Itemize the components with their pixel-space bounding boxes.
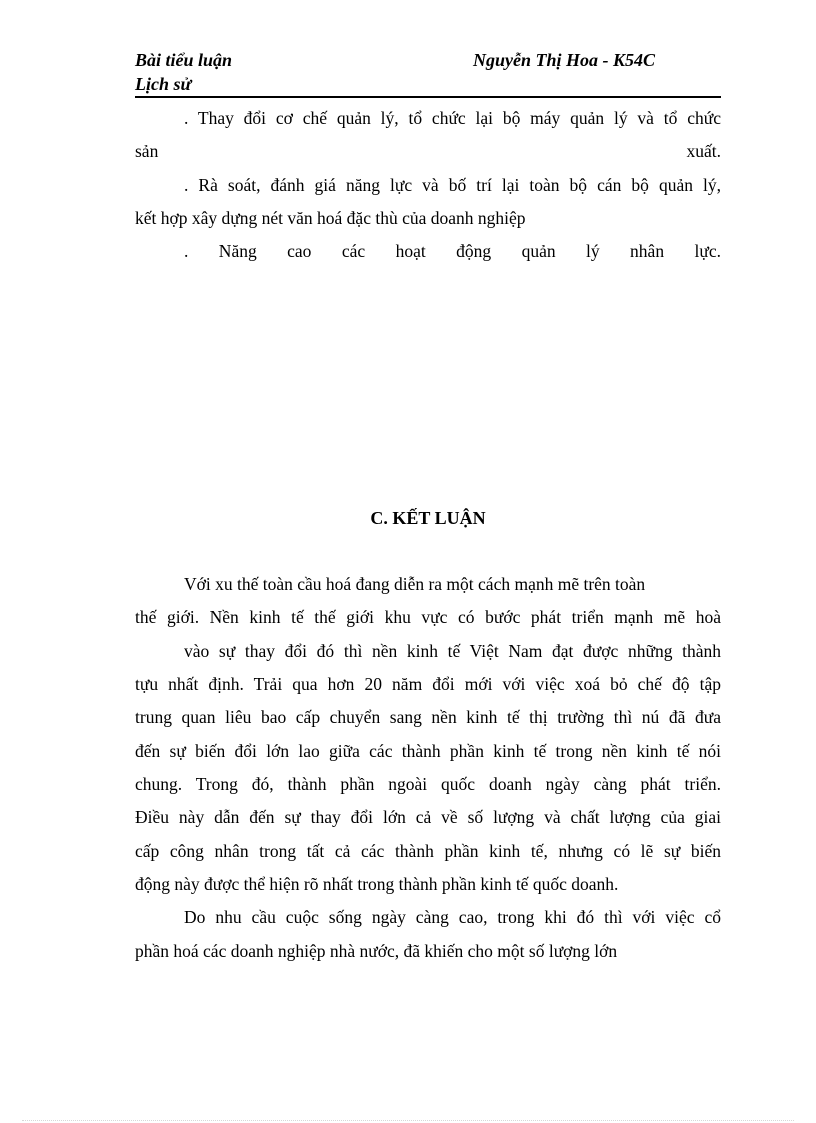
header-author: Nguyễn Thị Hoa - K54C [473,50,656,70]
text-line: kết hợp xây dựng nét văn hoá đặc thù của doanh nghiệp [135,208,526,228]
text-line: tựu nhất định. Trải qua hơn 20 năm đổi mới với việc xoá bỏ chế độ tập [135,674,721,694]
text-line: chung. Trong đó, thành phần ngoài quốc doanh ngày càng phát triển. [135,774,721,794]
header-document-title: Bài tiểu luận [135,50,233,70]
text-line: vào sự thay đổi đó thì nền kinh tế Việt Nam đạt được những thành [184,641,721,661]
text-line: . Năng cao các hoạt động quản lý nhân lực. [184,241,721,261]
header-rule [135,96,721,98]
text-line: Điều này dẫn đến sự thay đổi lớn cả về số lượng và chất lượng của giai [135,807,721,827]
text-line: động này được thể hiện rõ nhất trong thành phần kinh tế quốc doanh. [135,874,619,894]
text-line: sản xuất. [135,141,721,161]
text-line: Với xu thế toàn cầu hoá đang diễn ra một cách mạnh mẽ trên toàn [184,574,646,594]
section-heading: C. KẾT LUẬN [370,508,486,528]
text-line: . Rà soát, đánh giá năng lực và bố trí lại toàn bộ cán bộ quản lý, [184,175,721,195]
page-bottom-border [22,1120,794,1121]
text-line: đến sự biến đổi lớn lao giữa các thành phần kinh tế trong nền kinh tế nói [135,741,721,761]
text-line: thế giới. Nền kinh tế thế giới khu vực có bước phát triển mạnh mẽ hoà [135,607,721,627]
text-line: trung quan liêu bao cấp chuyển sang nền kinh tế thị trường thì nú đã đưa [135,707,721,727]
text-line: phần hoá các doanh nghiệp nhà nước, đã khiến cho một số lượng lớn [135,941,618,961]
text-line: cấp công nhân trong tất cả các thành phần kinh tế, nhưng có lẽ sự biến [135,841,721,861]
text-line: Do nhu cầu cuộc sống ngày càng cao, trong khi đó thì với việc cổ [184,907,721,927]
header-subject: Lịch sử [135,74,192,94]
text-line: . Thay đổi cơ chế quản lý, tổ chức lại bộ máy quản lý và tổ chức [184,108,721,128]
